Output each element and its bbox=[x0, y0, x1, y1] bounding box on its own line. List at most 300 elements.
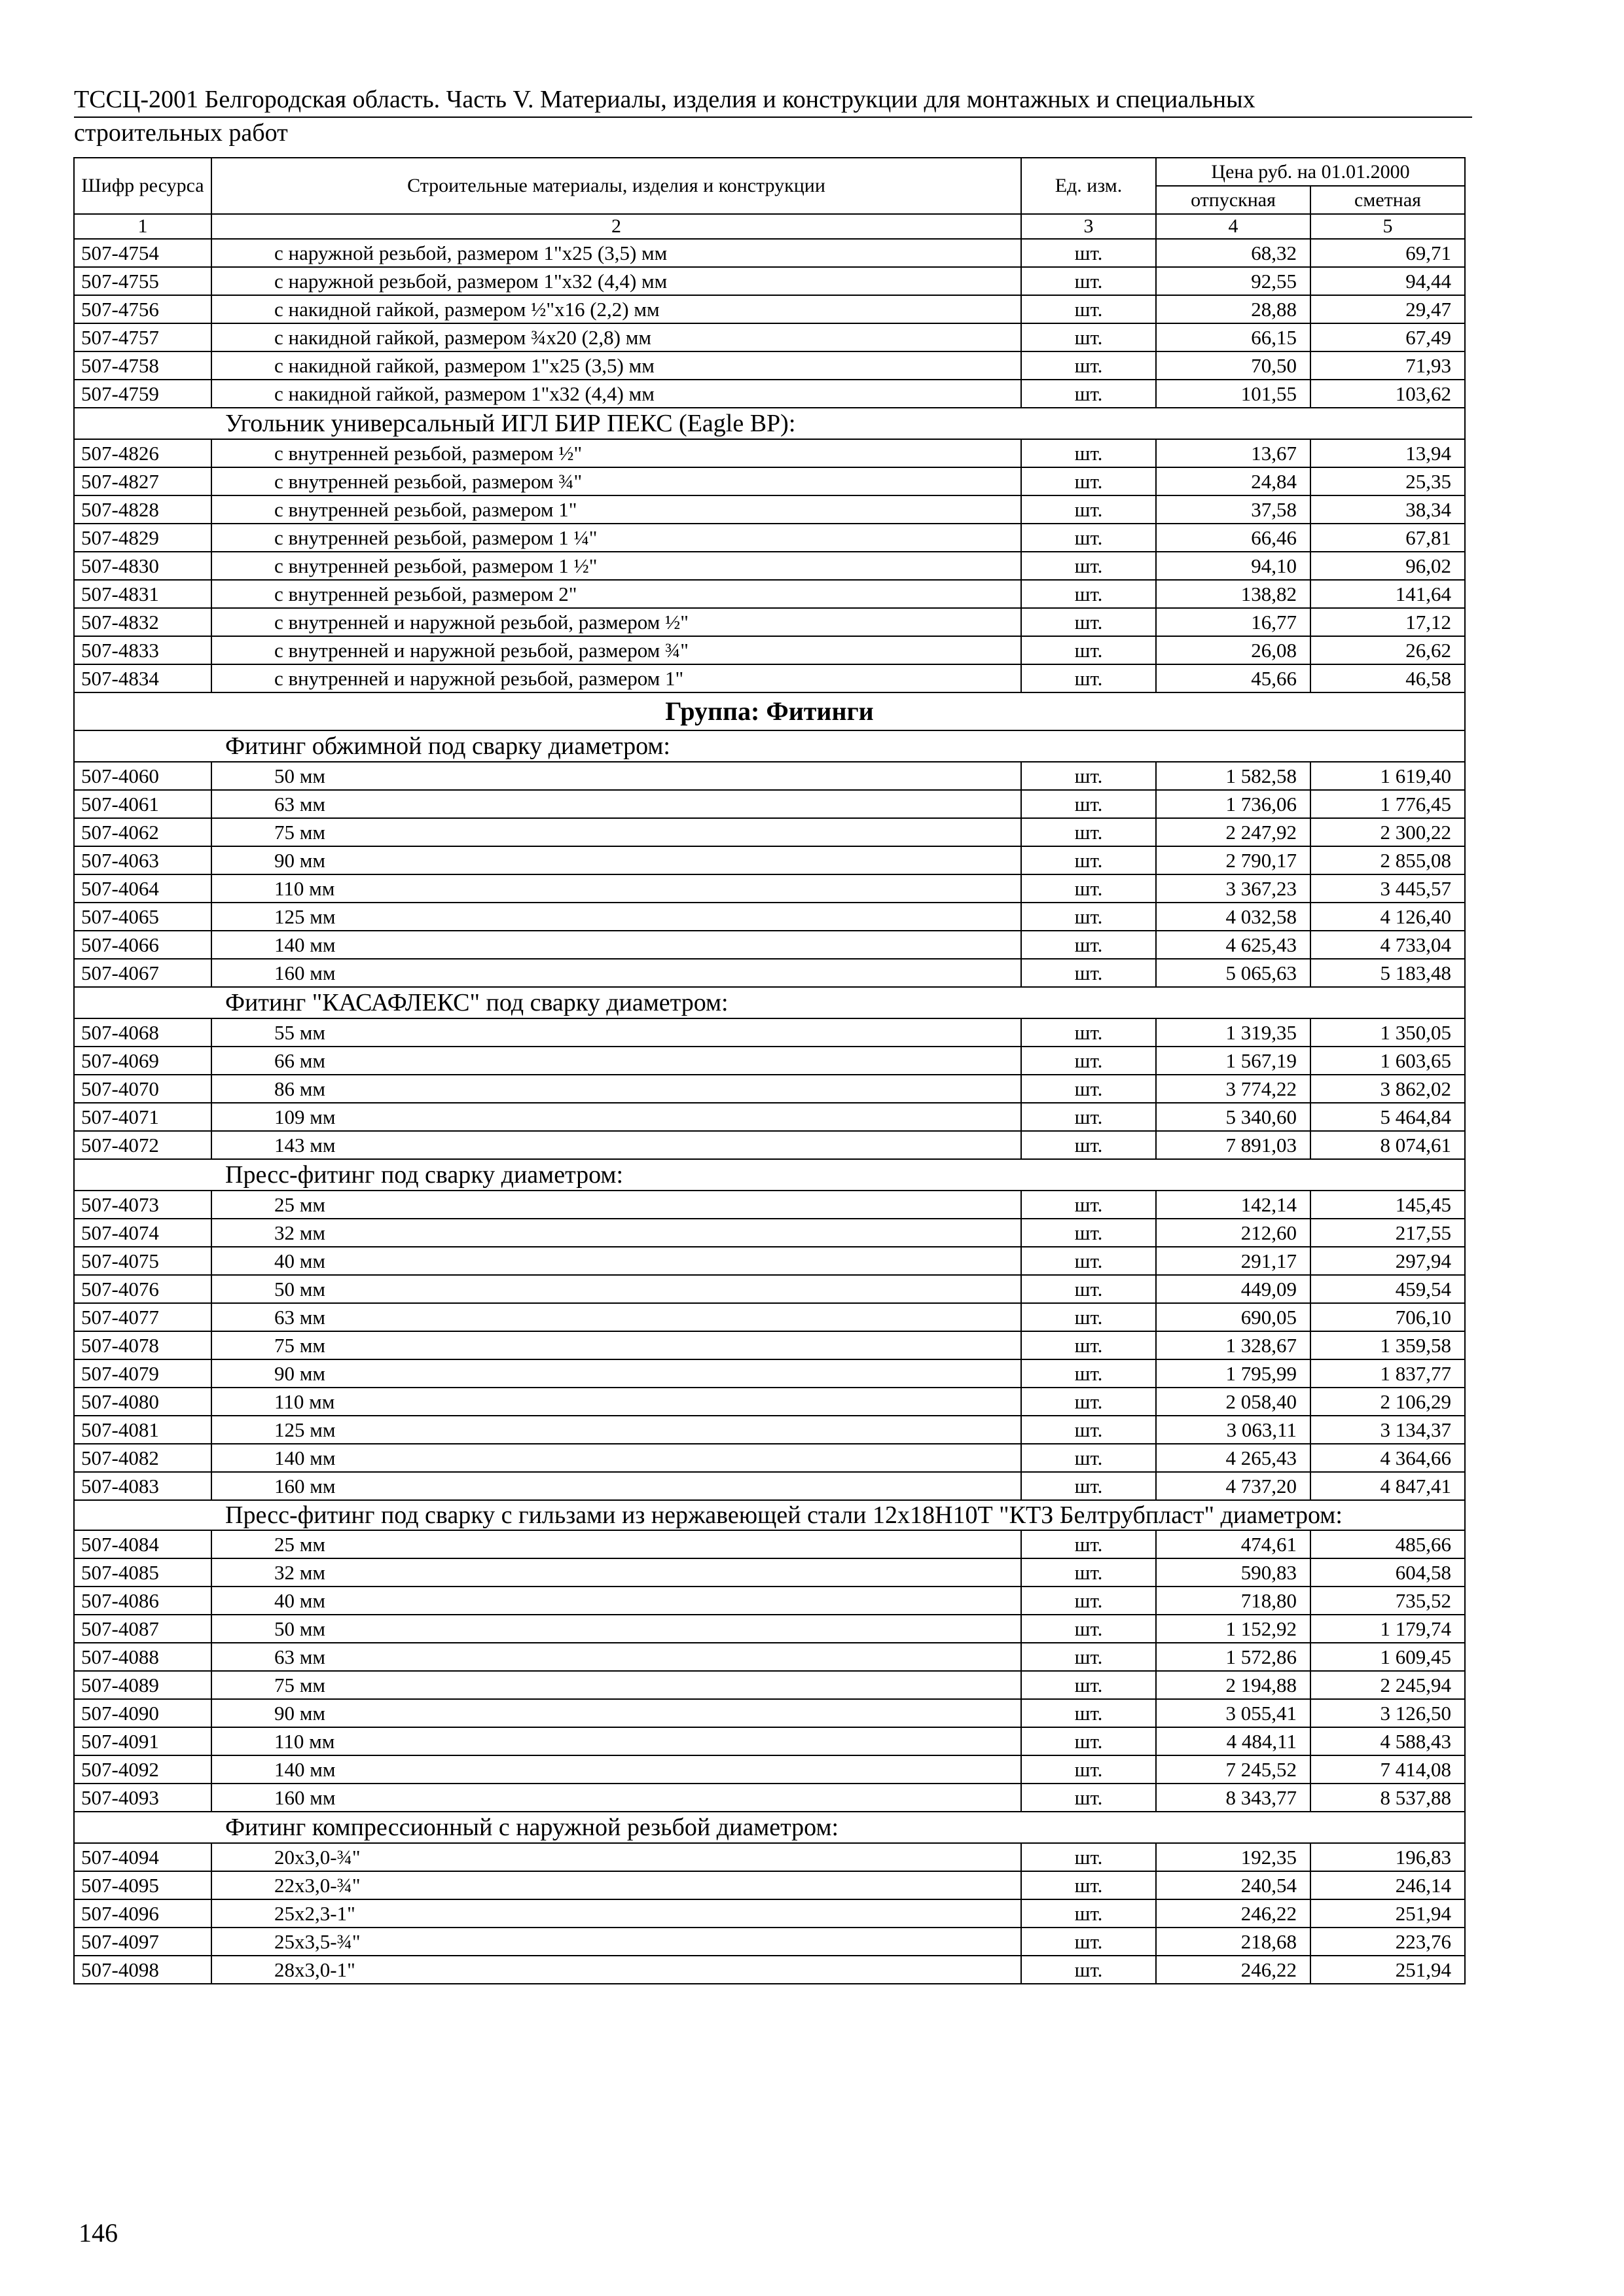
unit-of-measure: шт. bbox=[1021, 295, 1156, 323]
release-price: 4 737,20 bbox=[1156, 1472, 1310, 1500]
release-price: 66,15 bbox=[1156, 323, 1310, 351]
material-name: 160 мм bbox=[211, 959, 1021, 987]
header-unit: Ед. изм. bbox=[1021, 158, 1156, 214]
resource-code: 507-4757 bbox=[74, 323, 211, 351]
release-price: 92,55 bbox=[1156, 267, 1310, 295]
release-price: 218,68 bbox=[1156, 1928, 1310, 1956]
material-name: 140 мм bbox=[211, 1444, 1021, 1472]
release-price: 142,14 bbox=[1156, 1191, 1310, 1219]
estimate-price: 251,94 bbox=[1310, 1956, 1465, 1984]
material-name: 25 мм bbox=[211, 1530, 1021, 1558]
release-price: 718,80 bbox=[1156, 1587, 1310, 1615]
release-price: 24,84 bbox=[1156, 467, 1310, 495]
section-subtitle: Фитинг "КАСАФЛЕКС" под сварку диаметром: bbox=[74, 987, 1465, 1018]
resource-code: 507-4089 bbox=[74, 1671, 211, 1699]
resource-code: 507-4090 bbox=[74, 1699, 211, 1727]
unit-of-measure: шт. bbox=[1021, 1103, 1156, 1131]
table-row bbox=[74, 1956, 1465, 1984]
estimate-price: 25,35 bbox=[1310, 467, 1465, 495]
unit-of-measure: шт. bbox=[1021, 1843, 1156, 1871]
unit-of-measure: шт. bbox=[1021, 1331, 1156, 1359]
estimate-price: 94,44 bbox=[1310, 267, 1465, 295]
estimate-price: 71,93 bbox=[1310, 351, 1465, 380]
material-name: 110 мм bbox=[211, 874, 1021, 903]
resource-code: 507-4087 bbox=[74, 1615, 211, 1643]
table-row bbox=[74, 1047, 1465, 1075]
header-price: Цена руб. на 01.01.2000 bbox=[1156, 158, 1465, 186]
estimate-price: 1 603,65 bbox=[1310, 1047, 1465, 1075]
unit-of-measure: шт. bbox=[1021, 1755, 1156, 1784]
column-number-1: 1 bbox=[74, 214, 211, 239]
resource-code: 507-4092 bbox=[74, 1755, 211, 1784]
release-price: 45,66 bbox=[1156, 664, 1310, 692]
table-row bbox=[74, 1018, 1465, 1047]
estimate-price: 251,94 bbox=[1310, 1899, 1465, 1928]
price-table-container bbox=[73, 157, 1464, 1984]
table-row bbox=[74, 959, 1465, 987]
material-name: 63 мм bbox=[211, 790, 1021, 818]
estimate-price: 46,58 bbox=[1310, 664, 1465, 692]
release-price: 1 328,67 bbox=[1156, 1331, 1310, 1359]
estimate-price: 1 619,40 bbox=[1310, 762, 1465, 790]
resource-code: 507-4082 bbox=[74, 1444, 211, 1472]
unit-of-measure: шт. bbox=[1021, 1303, 1156, 1331]
table-row bbox=[74, 1643, 1465, 1671]
unit-of-measure: шт. bbox=[1021, 1131, 1156, 1159]
material-name: с внутренней резьбой, размером 1 ½" bbox=[211, 552, 1021, 580]
estimate-price: 217,55 bbox=[1310, 1219, 1465, 1247]
resource-code: 507-4066 bbox=[74, 931, 211, 959]
unit-of-measure: шт. bbox=[1021, 1075, 1156, 1103]
resource-code: 507-4094 bbox=[74, 1843, 211, 1871]
estimate-price: 735,52 bbox=[1310, 1587, 1465, 1615]
table-row bbox=[74, 1843, 1465, 1871]
page-header bbox=[74, 84, 1472, 148]
table-row bbox=[74, 1103, 1465, 1131]
release-price: 68,32 bbox=[1156, 239, 1310, 267]
resource-code: 507-4095 bbox=[74, 1871, 211, 1899]
material-name: 75 мм bbox=[211, 1671, 1021, 1699]
group-heading: Группа: Фитинги bbox=[74, 692, 1465, 730]
estimate-price: 29,47 bbox=[1310, 295, 1465, 323]
resource-code: 507-4830 bbox=[74, 552, 211, 580]
release-price: 3 774,22 bbox=[1156, 1075, 1310, 1103]
resource-code: 507-4072 bbox=[74, 1131, 211, 1159]
unit-of-measure: шт. bbox=[1021, 1275, 1156, 1303]
estimate-price: 223,76 bbox=[1310, 1928, 1465, 1956]
resource-code: 507-4085 bbox=[74, 1558, 211, 1587]
release-price: 2 790,17 bbox=[1156, 846, 1310, 874]
table-row bbox=[74, 1587, 1465, 1615]
unit-of-measure: шт. bbox=[1021, 1047, 1156, 1075]
table-row bbox=[74, 495, 1465, 524]
release-price: 4 265,43 bbox=[1156, 1444, 1310, 1472]
header-estimate-price: сметная bbox=[1310, 186, 1465, 214]
release-price: 192,35 bbox=[1156, 1843, 1310, 1871]
resource-code: 507-4097 bbox=[74, 1928, 211, 1956]
group-heading-row bbox=[74, 692, 1465, 730]
table-row bbox=[74, 552, 1465, 580]
table-row bbox=[74, 1871, 1465, 1899]
material-name: 75 мм bbox=[211, 1331, 1021, 1359]
table-row bbox=[74, 524, 1465, 552]
estimate-price: 5 464,84 bbox=[1310, 1103, 1465, 1131]
table-row bbox=[74, 1331, 1465, 1359]
estimate-price: 96,02 bbox=[1310, 552, 1465, 580]
material-name: 50 мм bbox=[211, 1275, 1021, 1303]
unit-of-measure: шт. bbox=[1021, 1784, 1156, 1812]
table-row bbox=[74, 467, 1465, 495]
unit-of-measure: шт. bbox=[1021, 874, 1156, 903]
unit-of-measure: шт. bbox=[1021, 351, 1156, 380]
section-subtitle-row bbox=[74, 1812, 1465, 1843]
table-row bbox=[74, 1219, 1465, 1247]
resource-code: 507-4091 bbox=[74, 1727, 211, 1755]
resource-code: 507-4833 bbox=[74, 636, 211, 664]
column-number-4: 4 bbox=[1156, 214, 1310, 239]
unit-of-measure: шт. bbox=[1021, 1899, 1156, 1928]
release-price: 4 625,43 bbox=[1156, 931, 1310, 959]
release-price: 70,50 bbox=[1156, 351, 1310, 380]
material-name: 32 мм bbox=[211, 1219, 1021, 1247]
estimate-price: 1 609,45 bbox=[1310, 1643, 1465, 1671]
release-price: 5 340,60 bbox=[1156, 1103, 1310, 1131]
material-name: 90 мм bbox=[211, 1359, 1021, 1388]
section-subtitle-row bbox=[74, 1159, 1465, 1191]
unit-of-measure: шт. bbox=[1021, 1615, 1156, 1643]
estimate-price: 1 350,05 bbox=[1310, 1018, 1465, 1047]
release-price: 8 343,77 bbox=[1156, 1784, 1310, 1812]
unit-of-measure: шт. bbox=[1021, 762, 1156, 790]
material-name: с внутренней резьбой, размером 2" bbox=[211, 580, 1021, 608]
material-name: 109 мм bbox=[211, 1103, 1021, 1131]
table-row bbox=[74, 1899, 1465, 1928]
unit-of-measure: шт. bbox=[1021, 552, 1156, 580]
unit-of-measure: шт. bbox=[1021, 1699, 1156, 1727]
material-name: 20х3,0-¾" bbox=[211, 1843, 1021, 1871]
header-title-line2: строительных работ bbox=[74, 119, 288, 147]
release-price: 7 891,03 bbox=[1156, 1131, 1310, 1159]
unit-of-measure: шт. bbox=[1021, 1671, 1156, 1699]
unit-of-measure: шт. bbox=[1021, 931, 1156, 959]
material-name: с наружной резьбой, размером 1"х32 (4,4) мм bbox=[211, 267, 1021, 295]
material-name: 160 мм bbox=[211, 1784, 1021, 1812]
material-name: с внутренней резьбой, размером 1" bbox=[211, 495, 1021, 524]
release-price: 26,08 bbox=[1156, 636, 1310, 664]
section-subtitle: Пресс-фитинг под сварку с гильзами из нержавеющей стали 12х18Н10Т "КТЗ Белтрубпласт" диаметром: bbox=[74, 1500, 1465, 1530]
section-subtitle: Фитинг обжимной под сварку диаметром: bbox=[74, 730, 1465, 762]
table-row bbox=[74, 1247, 1465, 1275]
material-name: 25х2,3-1" bbox=[211, 1899, 1021, 1928]
estimate-price: 1 837,77 bbox=[1310, 1359, 1465, 1388]
estimate-price: 67,81 bbox=[1310, 524, 1465, 552]
section-subtitle-row bbox=[74, 730, 1465, 762]
material-name: 90 мм bbox=[211, 846, 1021, 874]
resource-code: 507-4067 bbox=[74, 959, 211, 987]
table-row bbox=[74, 1558, 1465, 1587]
material-name: 63 мм bbox=[211, 1643, 1021, 1671]
table-row bbox=[74, 439, 1465, 467]
table-row bbox=[74, 351, 1465, 380]
release-price: 101,55 bbox=[1156, 380, 1310, 408]
resource-code: 507-4060 bbox=[74, 762, 211, 790]
resource-code: 507-4061 bbox=[74, 790, 211, 818]
table-row bbox=[74, 1671, 1465, 1699]
release-price: 1 567,19 bbox=[1156, 1047, 1310, 1075]
table-row bbox=[74, 846, 1465, 874]
release-price: 4 484,11 bbox=[1156, 1727, 1310, 1755]
resource-code: 507-4832 bbox=[74, 608, 211, 636]
material-name: 32 мм bbox=[211, 1558, 1021, 1587]
resource-code: 507-4093 bbox=[74, 1784, 211, 1812]
material-name: с внутренней и наружной резьбой, размером ½" bbox=[211, 608, 1021, 636]
material-name: 140 мм bbox=[211, 1755, 1021, 1784]
estimate-price: 2 855,08 bbox=[1310, 846, 1465, 874]
estimate-price: 145,45 bbox=[1310, 1191, 1465, 1219]
unit-of-measure: шт. bbox=[1021, 1727, 1156, 1755]
resource-code: 507-4755 bbox=[74, 267, 211, 295]
release-price: 94,10 bbox=[1156, 552, 1310, 580]
unit-of-measure: шт. bbox=[1021, 1359, 1156, 1388]
release-price: 449,09 bbox=[1156, 1275, 1310, 1303]
table-row bbox=[74, 790, 1465, 818]
price-table-body bbox=[74, 239, 1465, 1984]
unit-of-measure: шт. bbox=[1021, 1643, 1156, 1671]
table-row bbox=[74, 1530, 1465, 1558]
material-name: 125 мм bbox=[211, 1416, 1021, 1444]
resource-code: 507-4079 bbox=[74, 1359, 211, 1388]
material-name: с накидной гайкой, размером ¾х20 (2,8) мм bbox=[211, 323, 1021, 351]
release-price: 2 058,40 bbox=[1156, 1388, 1310, 1416]
material-name: 66 мм bbox=[211, 1047, 1021, 1075]
material-name: 90 мм bbox=[211, 1699, 1021, 1727]
material-name: 110 мм bbox=[211, 1727, 1021, 1755]
estimate-price: 3 862,02 bbox=[1310, 1075, 1465, 1103]
material-name: 63 мм bbox=[211, 1303, 1021, 1331]
material-name: с внутренней резьбой, размером ¾" bbox=[211, 467, 1021, 495]
resource-code: 507-4078 bbox=[74, 1331, 211, 1359]
unit-of-measure: шт. bbox=[1021, 580, 1156, 608]
column-number-3: 3 bbox=[1021, 214, 1156, 239]
resource-code: 507-4084 bbox=[74, 1530, 211, 1558]
unit-of-measure: шт. bbox=[1021, 439, 1156, 467]
release-price: 590,83 bbox=[1156, 1558, 1310, 1587]
table-row bbox=[74, 295, 1465, 323]
resource-code: 507-4071 bbox=[74, 1103, 211, 1131]
release-price: 37,58 bbox=[1156, 495, 1310, 524]
resource-code: 507-4080 bbox=[74, 1388, 211, 1416]
section-subtitle-row bbox=[74, 1500, 1465, 1530]
release-price: 246,22 bbox=[1156, 1956, 1310, 1984]
estimate-price: 4 733,04 bbox=[1310, 931, 1465, 959]
release-price: 212,60 bbox=[1156, 1219, 1310, 1247]
table-row bbox=[74, 818, 1465, 846]
material-name: 110 мм bbox=[211, 1388, 1021, 1416]
resource-code: 507-4831 bbox=[74, 580, 211, 608]
table-row bbox=[74, 580, 1465, 608]
release-price: 3 367,23 bbox=[1156, 874, 1310, 903]
unit-of-measure: шт. bbox=[1021, 1871, 1156, 1899]
resource-code: 507-4064 bbox=[74, 874, 211, 903]
release-price: 13,67 bbox=[1156, 439, 1310, 467]
estimate-price: 1 776,45 bbox=[1310, 790, 1465, 818]
resource-code: 507-4065 bbox=[74, 903, 211, 931]
unit-of-measure: шт. bbox=[1021, 1018, 1156, 1047]
release-price: 1 572,86 bbox=[1156, 1643, 1310, 1671]
estimate-price: 7 414,08 bbox=[1310, 1755, 1465, 1784]
unit-of-measure: шт. bbox=[1021, 1587, 1156, 1615]
table-row bbox=[74, 1075, 1465, 1103]
release-price: 3 063,11 bbox=[1156, 1416, 1310, 1444]
release-price: 1 152,92 bbox=[1156, 1615, 1310, 1643]
section-subtitle-row bbox=[74, 987, 1465, 1018]
material-name: 143 мм bbox=[211, 1131, 1021, 1159]
estimate-price: 4 847,41 bbox=[1310, 1472, 1465, 1500]
unit-of-measure: шт. bbox=[1021, 239, 1156, 267]
unit-of-measure: шт. bbox=[1021, 1956, 1156, 1984]
table-row bbox=[74, 608, 1465, 636]
release-price: 1 795,99 bbox=[1156, 1359, 1310, 1388]
material-name: с наружной резьбой, размером 1"х25 (3,5) мм bbox=[211, 239, 1021, 267]
unit-of-measure: шт. bbox=[1021, 636, 1156, 664]
material-name: 25 мм bbox=[211, 1191, 1021, 1219]
release-price: 474,61 bbox=[1156, 1530, 1310, 1558]
release-price: 2 194,88 bbox=[1156, 1671, 1310, 1699]
material-name: с накидной гайкой, размером 1"х25 (3,5) мм bbox=[211, 351, 1021, 380]
estimate-price: 246,14 bbox=[1310, 1871, 1465, 1899]
unit-of-measure: шт. bbox=[1021, 903, 1156, 931]
estimate-price: 8 537,88 bbox=[1310, 1784, 1465, 1812]
unit-of-measure: шт. bbox=[1021, 380, 1156, 408]
release-price: 28,88 bbox=[1156, 295, 1310, 323]
resource-code: 507-4070 bbox=[74, 1075, 211, 1103]
release-price: 3 055,41 bbox=[1156, 1699, 1310, 1727]
resource-code: 507-4088 bbox=[74, 1643, 211, 1671]
unit-of-measure: шт. bbox=[1021, 267, 1156, 295]
material-name: с внутренней резьбой, размером 1 ¼" bbox=[211, 524, 1021, 552]
resource-code: 507-4827 bbox=[74, 467, 211, 495]
estimate-price: 26,62 bbox=[1310, 636, 1465, 664]
estimate-price: 2 106,29 bbox=[1310, 1388, 1465, 1416]
column-number-2: 2 bbox=[211, 214, 1021, 239]
section-subtitle-row bbox=[74, 408, 1465, 439]
table-row bbox=[74, 1615, 1465, 1643]
unit-of-measure: шт. bbox=[1021, 1928, 1156, 1956]
release-price: 1 319,35 bbox=[1156, 1018, 1310, 1047]
material-name: 40 мм bbox=[211, 1587, 1021, 1615]
table-row bbox=[74, 874, 1465, 903]
release-price: 4 032,58 bbox=[1156, 903, 1310, 931]
header-name: Строительные материалы, изделия и конструкции bbox=[211, 158, 1021, 214]
estimate-price: 604,58 bbox=[1310, 1558, 1465, 1587]
estimate-price: 1 359,58 bbox=[1310, 1331, 1465, 1359]
table-row bbox=[74, 1472, 1465, 1500]
release-price: 291,17 bbox=[1156, 1247, 1310, 1275]
release-price: 2 247,92 bbox=[1156, 818, 1310, 846]
resource-code: 507-4081 bbox=[74, 1416, 211, 1444]
table-row bbox=[74, 1755, 1465, 1784]
material-name: 86 мм bbox=[211, 1075, 1021, 1103]
header-code: Шифр ресурса bbox=[74, 158, 211, 214]
release-price: 690,05 bbox=[1156, 1303, 1310, 1331]
material-name: 22х3,0-¾" bbox=[211, 1871, 1021, 1899]
resource-code: 507-4098 bbox=[74, 1956, 211, 1984]
estimate-price: 4 126,40 bbox=[1310, 903, 1465, 931]
estimate-price: 8 074,61 bbox=[1310, 1131, 1465, 1159]
unit-of-measure: шт. bbox=[1021, 846, 1156, 874]
release-price: 246,22 bbox=[1156, 1899, 1310, 1928]
unit-of-measure: шт. bbox=[1021, 1558, 1156, 1587]
material-name: 40 мм bbox=[211, 1247, 1021, 1275]
resource-code: 507-4069 bbox=[74, 1047, 211, 1075]
table-row bbox=[74, 1444, 1465, 1472]
unit-of-measure: шт. bbox=[1021, 1219, 1156, 1247]
table-row bbox=[74, 1727, 1465, 1755]
material-name: с накидной гайкой, размером ½"х16 (2,2) мм bbox=[211, 295, 1021, 323]
estimate-price: 3 134,37 bbox=[1310, 1416, 1465, 1444]
table-row bbox=[74, 1784, 1465, 1812]
unit-of-measure: шт. bbox=[1021, 1388, 1156, 1416]
estimate-price: 3 445,57 bbox=[1310, 874, 1465, 903]
resource-code: 507-4077 bbox=[74, 1303, 211, 1331]
estimate-price: 3 126,50 bbox=[1310, 1699, 1465, 1727]
estimate-price: 38,34 bbox=[1310, 495, 1465, 524]
material-name: 25х3,5-¾" bbox=[211, 1928, 1021, 1956]
section-subtitle: Пресс-фитинг под сварку диаметром: bbox=[74, 1159, 1465, 1191]
table-row bbox=[74, 323, 1465, 351]
material-name: 50 мм bbox=[211, 762, 1021, 790]
estimate-price: 485,66 bbox=[1310, 1530, 1465, 1558]
unit-of-measure: шт. bbox=[1021, 1444, 1156, 1472]
resource-code: 507-4759 bbox=[74, 380, 211, 408]
resource-code: 507-4754 bbox=[74, 239, 211, 267]
estimate-price: 2 300,22 bbox=[1310, 818, 1465, 846]
resource-code: 507-4076 bbox=[74, 1275, 211, 1303]
estimate-price: 2 245,94 bbox=[1310, 1671, 1465, 1699]
unit-of-measure: шт. bbox=[1021, 608, 1156, 636]
table-row bbox=[74, 1388, 1465, 1416]
release-price: 66,46 bbox=[1156, 524, 1310, 552]
unit-of-measure: шт. bbox=[1021, 818, 1156, 846]
resource-code: 507-4829 bbox=[74, 524, 211, 552]
table-row bbox=[74, 1699, 1465, 1727]
material-name: 28х3,0-1" bbox=[211, 1956, 1021, 1984]
table-row bbox=[74, 664, 1465, 692]
table-row bbox=[74, 1275, 1465, 1303]
table-row bbox=[74, 903, 1465, 931]
release-price: 138,82 bbox=[1156, 580, 1310, 608]
column-number-5: 5 bbox=[1310, 214, 1465, 239]
table-row bbox=[74, 1191, 1465, 1219]
unit-of-measure: шт. bbox=[1021, 1247, 1156, 1275]
estimate-price: 13,94 bbox=[1310, 439, 1465, 467]
table-row bbox=[74, 239, 1465, 267]
estimate-price: 67,49 bbox=[1310, 323, 1465, 351]
release-price: 5 065,63 bbox=[1156, 959, 1310, 987]
section-subtitle: Угольник универсальный ИГЛ БИР ПЕКС (Eagle BP): bbox=[74, 408, 1465, 439]
estimate-price: 4 364,66 bbox=[1310, 1444, 1465, 1472]
estimate-price: 1 179,74 bbox=[1310, 1615, 1465, 1643]
material-name: с внутренней и наружной резьбой, размером 1" bbox=[211, 664, 1021, 692]
estimate-price: 706,10 bbox=[1310, 1303, 1465, 1331]
estimate-price: 69,71 bbox=[1310, 239, 1465, 267]
material-name: с внутренней резьбой, размером ½" bbox=[211, 439, 1021, 467]
estimate-price: 103,62 bbox=[1310, 380, 1465, 408]
table-row bbox=[74, 1131, 1465, 1159]
table-row bbox=[74, 380, 1465, 408]
resource-code: 507-4086 bbox=[74, 1587, 211, 1615]
estimate-price: 17,12 bbox=[1310, 608, 1465, 636]
